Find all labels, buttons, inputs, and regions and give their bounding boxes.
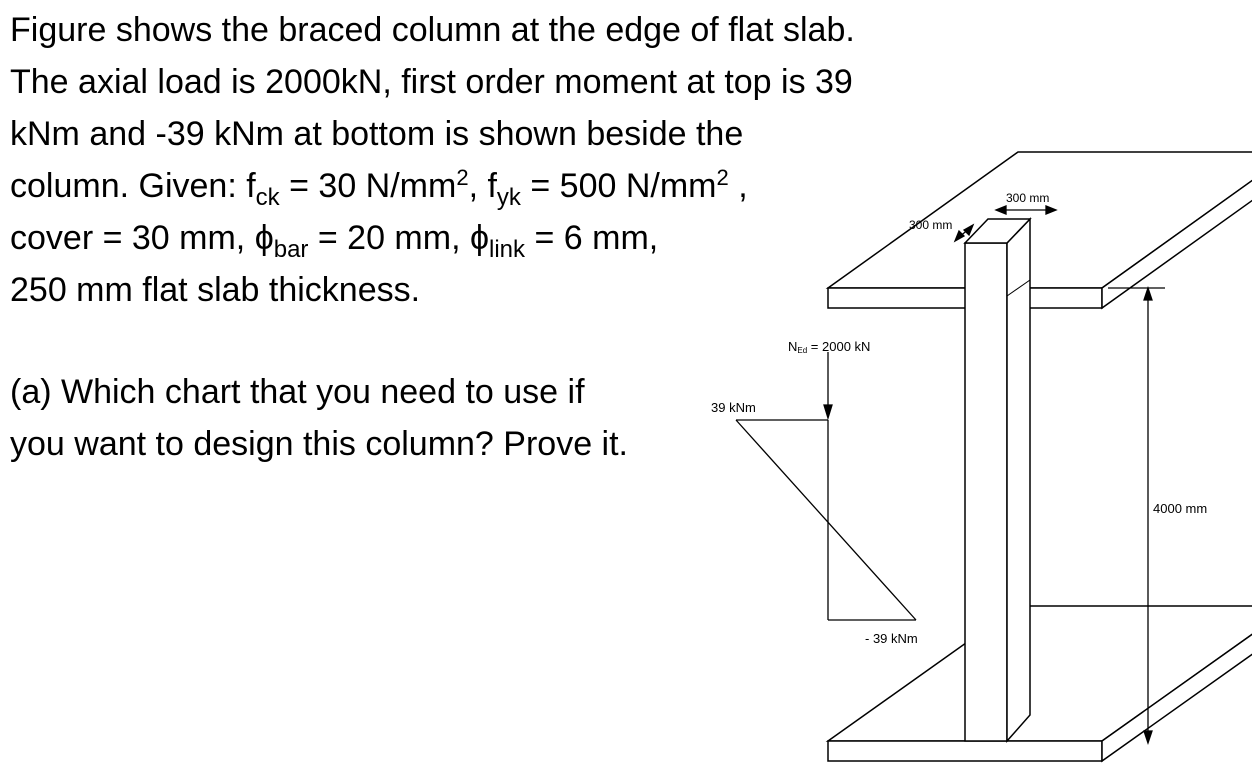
top-slab-top-face (828, 152, 1252, 288)
bottom-slab-front-face (828, 741, 1102, 761)
depth-dimension-label: 300 mm (909, 218, 953, 232)
width-dimension-top-label: 300 mm (1006, 191, 1050, 205)
column (965, 219, 1030, 741)
question-line-2: you want to design this column? Prove it. (10, 425, 628, 463)
column-front-face (965, 243, 1007, 741)
column-side-face (1007, 219, 1030, 741)
axial-load-label: NEd = 2000 kN (788, 339, 871, 355)
height-dimension-label: 4000 mm (1153, 501, 1208, 516)
question-line-1: (a) Which chart that you need to use if (10, 373, 585, 411)
problem-line-3: kNm and -39 kNm at bottom is shown beside the (10, 115, 744, 153)
moment-diagram (736, 420, 916, 620)
bottom-slab-top-face (828, 606, 1252, 741)
problem-line-1: Figure shows the braced column at the edge of flat slab. (10, 11, 855, 49)
axial-load-arrow (824, 352, 832, 418)
problem-line-6: 250 mm flat slab thickness. (10, 271, 421, 309)
moment-top-label: 39 kNm (711, 400, 756, 415)
bottom-slab (828, 606, 1252, 761)
moment-bottom-label: - 39 kNm (865, 631, 918, 646)
problem-line-4: column. Given: $f_{ck} = 30$ $N/mm^2$, $f_{yk} = 500$ $N/mm^2$ , (10, 165, 748, 211)
top-slab (828, 152, 1252, 308)
problem-line-2: The axial load is 2000kN, first order moment at top is 39 (10, 63, 853, 101)
problem-line-5: cover = 30 mm, $\phi_{bar} = 20$ mm, $\phi_{link} = 6$ mm, (10, 219, 659, 263)
